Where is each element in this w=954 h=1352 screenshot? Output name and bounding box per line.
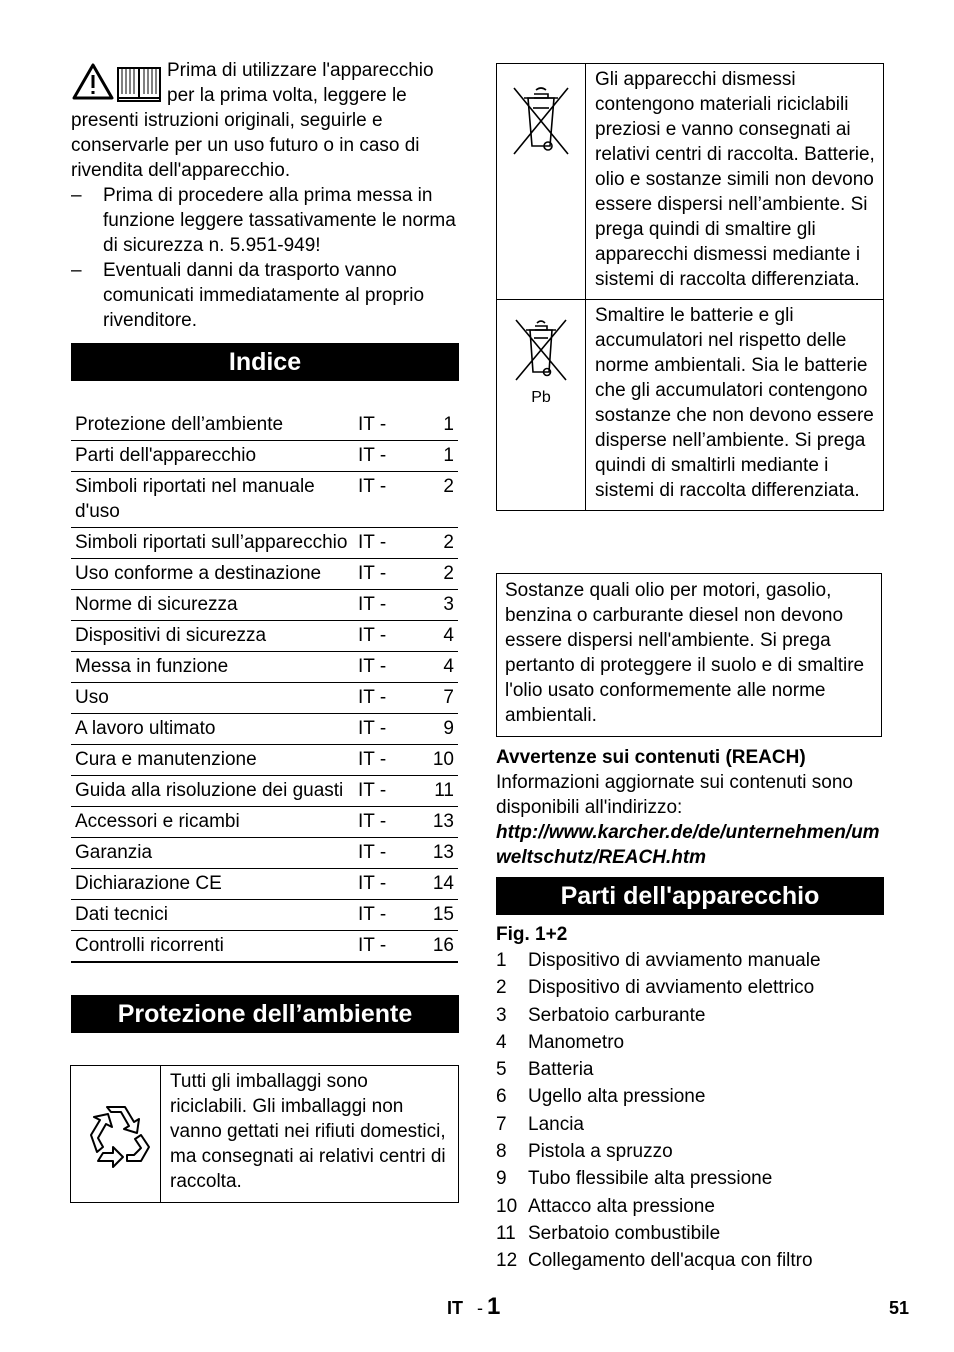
index-entry-prefix: IT - — [358, 745, 414, 776]
footer-document-page: 51 — [889, 1298, 910, 1318]
table-row[interactable] — [71, 441, 458, 472]
index-entry-page: 4 — [414, 621, 458, 652]
index-entry-label: Simboli riportati sull’apparecchio — [71, 528, 358, 559]
parts-section — [496, 922, 886, 1275]
list-item — [496, 1083, 886, 1110]
index-entry-page: 3 — [414, 590, 458, 621]
part-label: Attacco alta pressione — [528, 1195, 715, 1217]
list-item — [496, 1138, 886, 1165]
index-entry-page: 1 — [414, 410, 458, 441]
index-entry-label: Protezione dell’ambiente — [71, 410, 358, 441]
index-entry-prefix: IT - — [358, 472, 414, 528]
environment-heading: Protezione dell’ambiente — [71, 995, 459, 1033]
index-table — [71, 410, 458, 963]
table-row[interactable] — [71, 621, 458, 652]
table-row[interactable] — [71, 410, 458, 441]
table-row[interactable] — [71, 776, 458, 807]
parts-heading: Parti dell'apparecchio — [496, 877, 884, 915]
pb-label: Pb — [531, 389, 551, 406]
table-row[interactable] — [71, 590, 458, 621]
part-number: 1 — [496, 950, 507, 971]
index-entry-prefix: IT - — [358, 652, 414, 683]
list-item — [496, 1193, 886, 1220]
index-entry-label: Parti dell'apparecchio — [71, 441, 358, 472]
list-item — [496, 1029, 886, 1056]
index-entry-label: Norme di sicurezza — [71, 590, 358, 621]
index-entry-prefix: IT - — [358, 528, 414, 559]
index-entry-label: Dispositivi di sicurezza — [71, 621, 358, 652]
manual-book-icon — [118, 68, 160, 101]
table-row[interactable] — [71, 900, 458, 931]
part-number: 11 — [496, 1222, 516, 1244]
index-entry-page: 4 — [414, 652, 458, 683]
footer-section-page: 1 — [487, 1293, 501, 1320]
footer-language: IT — [447, 1298, 463, 1318]
figure-reference: Fig. 1+2 — [496, 924, 568, 945]
index-entry-label: Uso — [71, 683, 358, 714]
index-entry-page: 2 — [414, 528, 458, 559]
parts-list — [496, 947, 886, 1275]
recycle-icon — [79, 1097, 153, 1171]
part-label: Collegamento dell'acqua con filtro — [528, 1250, 813, 1272]
part-label: Serbatoio combustibile — [528, 1222, 721, 1244]
index-entry-label: Controlli ricorrenti — [71, 931, 358, 963]
recycle-text: Tutti gli imballaggi sono riciclabili. Gli imballaggi non vanno gettati nei rifiuti domestici, ma consegnati ai relativi centri di raccolta. — [170, 1071, 446, 1192]
index-entry-page: 2 — [414, 559, 458, 590]
index-entry-page: 2 — [414, 472, 458, 528]
recycle-box — [70, 1065, 459, 1203]
list-item — [496, 1002, 886, 1029]
list-item — [496, 1220, 886, 1247]
part-number: 12 — [496, 1250, 518, 1272]
list-item — [496, 1165, 886, 1192]
intro-section — [71, 58, 459, 333]
oil-notice-box — [496, 573, 882, 737]
waste-text: Gli apparecchi dismessi contengono materiali riciclabili preziosi e vanno consegnati ai relativi centri di raccolta. Batterie, olio e sostanze simili non devono essere dispersi nell’ambiente. Si prega quindi di smaltire gli apparecchi dismessi mediante i sistemi di raccolta differenziata. — [595, 69, 875, 290]
battery-row — [497, 299, 883, 510]
index-entry-prefix: IT - — [358, 869, 414, 900]
index-entry-prefix: IT - — [358, 410, 414, 441]
index-entry-label: Dichiarazione CE — [71, 869, 358, 900]
part-label: Tubo flessibile alta pressione — [528, 1168, 773, 1190]
part-label: Manometro — [528, 1031, 625, 1053]
index-entry-page: 9 — [414, 714, 458, 745]
table-row[interactable] — [71, 652, 458, 683]
table-row[interactable] — [71, 528, 458, 559]
index-entry-page: 14 — [414, 869, 458, 900]
reach-link[interactable] — [496, 820, 886, 870]
index-entry-prefix: IT - — [358, 931, 414, 963]
table-row[interactable] — [71, 838, 458, 869]
index-entry-page: 13 — [414, 838, 458, 869]
part-number: 3 — [496, 1004, 507, 1026]
warning-triangle-icon — [71, 62, 163, 102]
list-item — [496, 1111, 886, 1138]
index-heading: Indice — [71, 343, 459, 381]
oil-text: Sostanze quali olio per motori, gasolio, benzina o carburante diesel non devono essere dispersi nell'ambiente. Si prega pertanto di proteggere il suolo e di smaltire l'olio usato conformemente alle norme ambientali. — [505, 580, 865, 726]
reach-url[interactable]: http://www.karcher.de/de/unternehmen/umweltschutz/REACH.htm — [496, 822, 880, 868]
reach-heading: Avvertenze sui contenuti (REACH) — [496, 747, 806, 768]
index-entry-prefix: IT - — [358, 714, 414, 745]
list-item — [496, 1056, 886, 1083]
battery-text: Smaltire le batterie e gli accumulatori nel rispetto delle norme ambientali. Sia le batterie che gli accumulatori contengono sostanze che non devono essere disperse nell’ambiente. Si prega quindi di smaltirli mediante i sistemi di raccolta differenziata. — [595, 305, 874, 501]
table-row[interactable] — [71, 683, 458, 714]
index-entry-prefix: IT - — [358, 621, 414, 652]
crossed-bin-icon — [506, 80, 576, 160]
part-number: 4 — [496, 1031, 507, 1053]
index-entry-prefix: IT - — [358, 559, 414, 590]
index-entry-prefix: IT - — [358, 900, 414, 931]
part-number: 5 — [496, 1059, 507, 1081]
table-row[interactable] — [71, 807, 458, 838]
index-entry-prefix: IT - — [358, 590, 414, 621]
index-entry-page: 15 — [414, 900, 458, 931]
index-entry-label: Simboli riportati nel manuale d'uso — [71, 472, 358, 528]
footer-dash: - — [477, 1298, 483, 1318]
part-label: Serbatoio carburante — [528, 1004, 706, 1026]
part-label: Dispositivo di avviamento manuale — [528, 950, 821, 971]
index-entry-page: 13 — [414, 807, 458, 838]
list-item — [496, 974, 886, 1001]
crossed-bin-pb-icon — [506, 316, 576, 416]
index-entry-page: 10 — [414, 745, 458, 776]
recycle-icon-cell — [71, 1066, 161, 1202]
table-row[interactable] — [71, 472, 458, 528]
reach-text: Informazioni aggiornate sui contenuti sono disponibili all'indirizzo: — [496, 772, 854, 818]
part-label: Lancia — [528, 1113, 584, 1135]
index-entry-label: Uso conforme a destinazione — [71, 559, 358, 590]
part-label: Pistola a spruzzo — [528, 1141, 673, 1163]
page-footer — [0, 1294, 954, 1324]
reach-section — [496, 745, 886, 870]
index-entry-label: Garanzia — [71, 838, 358, 869]
index-entry-label: A lavoro ultimato — [71, 714, 358, 745]
index-entry-prefix: IT - — [358, 776, 414, 807]
waste-icon-cell — [497, 64, 586, 299]
list-item — [496, 1247, 886, 1274]
table-row[interactable] — [71, 931, 458, 963]
table-row[interactable] — [71, 869, 458, 900]
part-label: Ugello alta pressione — [528, 1086, 706, 1108]
index-entry-label: Dati tecnici — [71, 900, 358, 931]
intro-bullets — [71, 183, 459, 333]
index-entry-label: Accessori e ricambi — [71, 807, 358, 838]
table-row[interactable] — [71, 559, 458, 590]
index-entry-label: Cura e manutenzione — [71, 745, 358, 776]
index-entry-prefix: IT - — [358, 683, 414, 714]
list-item: – Prima di procedere alla prima messa in funzione leggere tassativamente le norma di sicurezza n. 5.951-949! — [71, 183, 459, 258]
part-number: 10 — [496, 1195, 518, 1217]
waste-row — [497, 64, 883, 299]
index-entry-label: Messa in funzione — [71, 652, 358, 683]
index-entry-prefix: IT - — [358, 441, 414, 472]
part-label: Batteria — [528, 1059, 594, 1081]
index-entry-prefix: IT - — [358, 807, 414, 838]
list-item — [496, 947, 886, 974]
part-number: 9 — [496, 1168, 507, 1190]
index-entry-page: 1 — [414, 441, 458, 472]
table-row[interactable] — [71, 714, 458, 745]
list-item: – Eventuali danni da trasporto vanno comunicati immediatamente al proprio rivenditore. — [71, 258, 459, 333]
index-entry-page: 7 — [414, 683, 458, 714]
index-entry-page: 16 — [414, 931, 458, 963]
intro-text: Prima di utilizzare l'apparecchio per la prima volta, leggere le presenti istruzioni originali, seguirle e conservarle per un uso futuro o in caso di rivendita dell'apparecchio. — [71, 60, 434, 181]
part-number: 8 — [496, 1141, 507, 1163]
index-entry-page: 11 — [414, 776, 458, 807]
part-number: 7 — [496, 1113, 507, 1135]
part-number: 6 — [496, 1086, 507, 1108]
battery-icon-cell — [497, 300, 586, 510]
table-row[interactable] — [71, 745, 458, 776]
index-entry-label: Guida alla risoluzione dei guasti — [71, 776, 358, 807]
part-number: 2 — [496, 977, 507, 999]
waste-disposal-box — [496, 63, 884, 511]
index-entry-prefix: IT - — [358, 838, 414, 869]
part-label: Dispositivo di avviamento elettrico — [528, 977, 815, 999]
intro-icons — [71, 62, 163, 108]
